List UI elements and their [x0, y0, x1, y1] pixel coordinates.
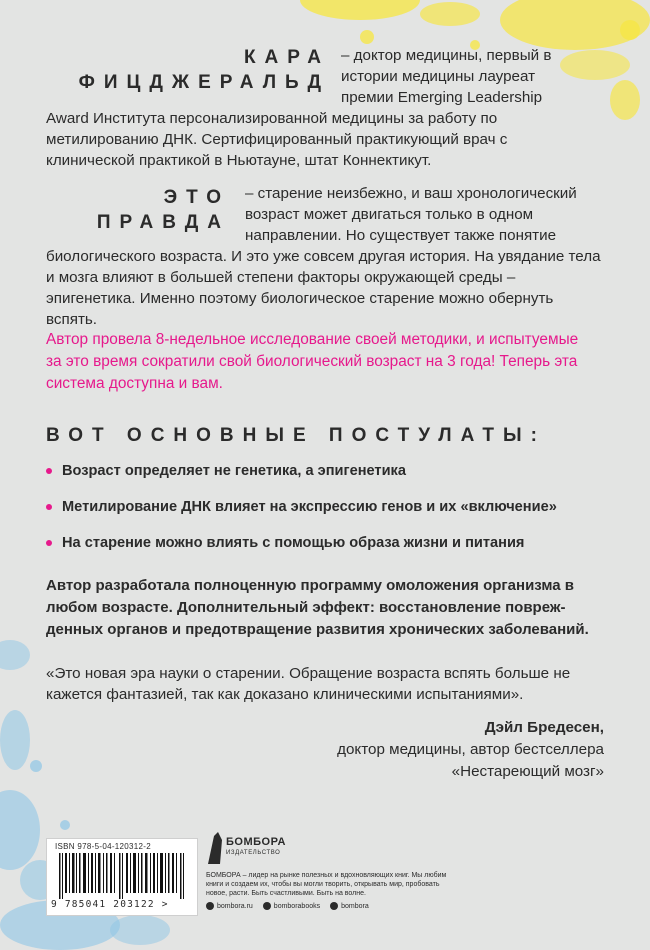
bullet-dot-icon: [46, 504, 52, 510]
barcode: [46, 838, 198, 916]
author-bio: Award Института персонализированной медицины за работу по метилированию ДНК. Сертифицированный практикующий врач с клинической практикой в Ньютауне, штат Коннектикут.: [46, 110, 508, 169]
quote-text: «Это новая эра науки о старении. Обращение возраста вспять больше не кажется фантазией, так как доказано клиническими испытаниями».: [46, 665, 571, 703]
truth-word2: ПРАВДА: [96, 212, 230, 233]
program-text: Автор разработала полноценную программу омоложения организма в любом возрасте. Дополнительный эффект: восстановление повреж-денных органов и предотвращение развития хронических заболеваний.: [46, 577, 589, 638]
telegram-icon: [330, 902, 338, 910]
quote-attribution: [337, 717, 604, 783]
globe-icon: [206, 902, 214, 910]
list-item: [46, 461, 616, 481]
vk-icon: [263, 902, 271, 910]
isbn-text: ISBN 978-5-04-120312-2: [55, 842, 151, 851]
social-label: bombora: [341, 902, 369, 910]
truth-lines: [245, 183, 577, 246]
postulates-list: [46, 461, 616, 569]
truth-line: – старение неизбежно, и ваш хронологический: [245, 185, 577, 202]
postulate-text: Возраст определяет не генетика, а эпигенетика: [62, 463, 406, 479]
social-item: [330, 902, 369, 910]
truth-line: возраст может двигаться только в одном: [245, 206, 534, 223]
author-bio-lines: [341, 45, 551, 108]
postulates-heading: ВОТ ОСНОВНЫЕ ПОСТУЛАТЫ:: [46, 425, 546, 446]
author-name: [40, 45, 330, 95]
postulate-text: На старение можно влиять с помощью образа жизни и питания: [62, 535, 525, 551]
bullet-dot-icon: [46, 540, 52, 546]
social-item: [206, 902, 253, 910]
bullet-dot-icon: [46, 468, 52, 474]
truth-word1: ЭТО: [163, 187, 230, 208]
quote-role: доктор медицины, автор бестселлера: [337, 741, 604, 758]
postulate-text: Метилирование ДНК влияет на экспрессию генов и их «включение»: [62, 499, 557, 515]
publisher-name: БОМБОРА: [226, 836, 286, 848]
publisher-sub: ИЗДАТЕЛЬСТВО: [226, 850, 281, 856]
author-first-name: КАРА: [243, 47, 330, 68]
list-item: [46, 497, 616, 517]
highlight-text: Автор провела 8-недельное исследование своей методики, и испытуемые за это время сократили свой биологический возраст на 3 года! Теперь эта система доступна и вам.: [46, 331, 579, 392]
publisher-tagline: БОМБОРА – лидер на рынке полезных и вдохновляющих книг. Мы любим книги и создаем их, чтобы вы могли творить, открывать мир, пробовать новое, расти. Быть счастливыми. Быть на волне.: [206, 872, 447, 897]
truth-heading: [40, 185, 230, 235]
bio-line: истории медицины лауреат: [341, 68, 536, 85]
social-links: [206, 902, 369, 910]
barcode-bars-icon: [55, 853, 189, 899]
author-last-name: ФИЦДЖЕРАЛЬД: [78, 72, 330, 93]
quote-book: «Нестареющий мозг»: [451, 763, 604, 780]
truth-text: биологического возраста. И это уже совсем другая история. На увядание тела и мозга влияют в большей степени факторы окружающей среды – эпигенетика. Именно поэтому биологическое старение можно обернуть вспять.: [46, 248, 601, 328]
barcode-digits: 9 785041 203122 >: [51, 899, 169, 910]
truth-line: направлении. Но существует также понятие: [245, 227, 557, 244]
quote-author: Дэйл Бредесен,: [484, 719, 604, 736]
bio-line: премии Emerging Leadership: [341, 89, 543, 106]
social-label: bombora.ru: [217, 902, 253, 910]
list-item: [46, 533, 616, 553]
social-item: [263, 902, 320, 910]
bio-line: – доктор медицины, первый в: [341, 47, 552, 64]
social-label: bomborabooks: [273, 902, 321, 910]
